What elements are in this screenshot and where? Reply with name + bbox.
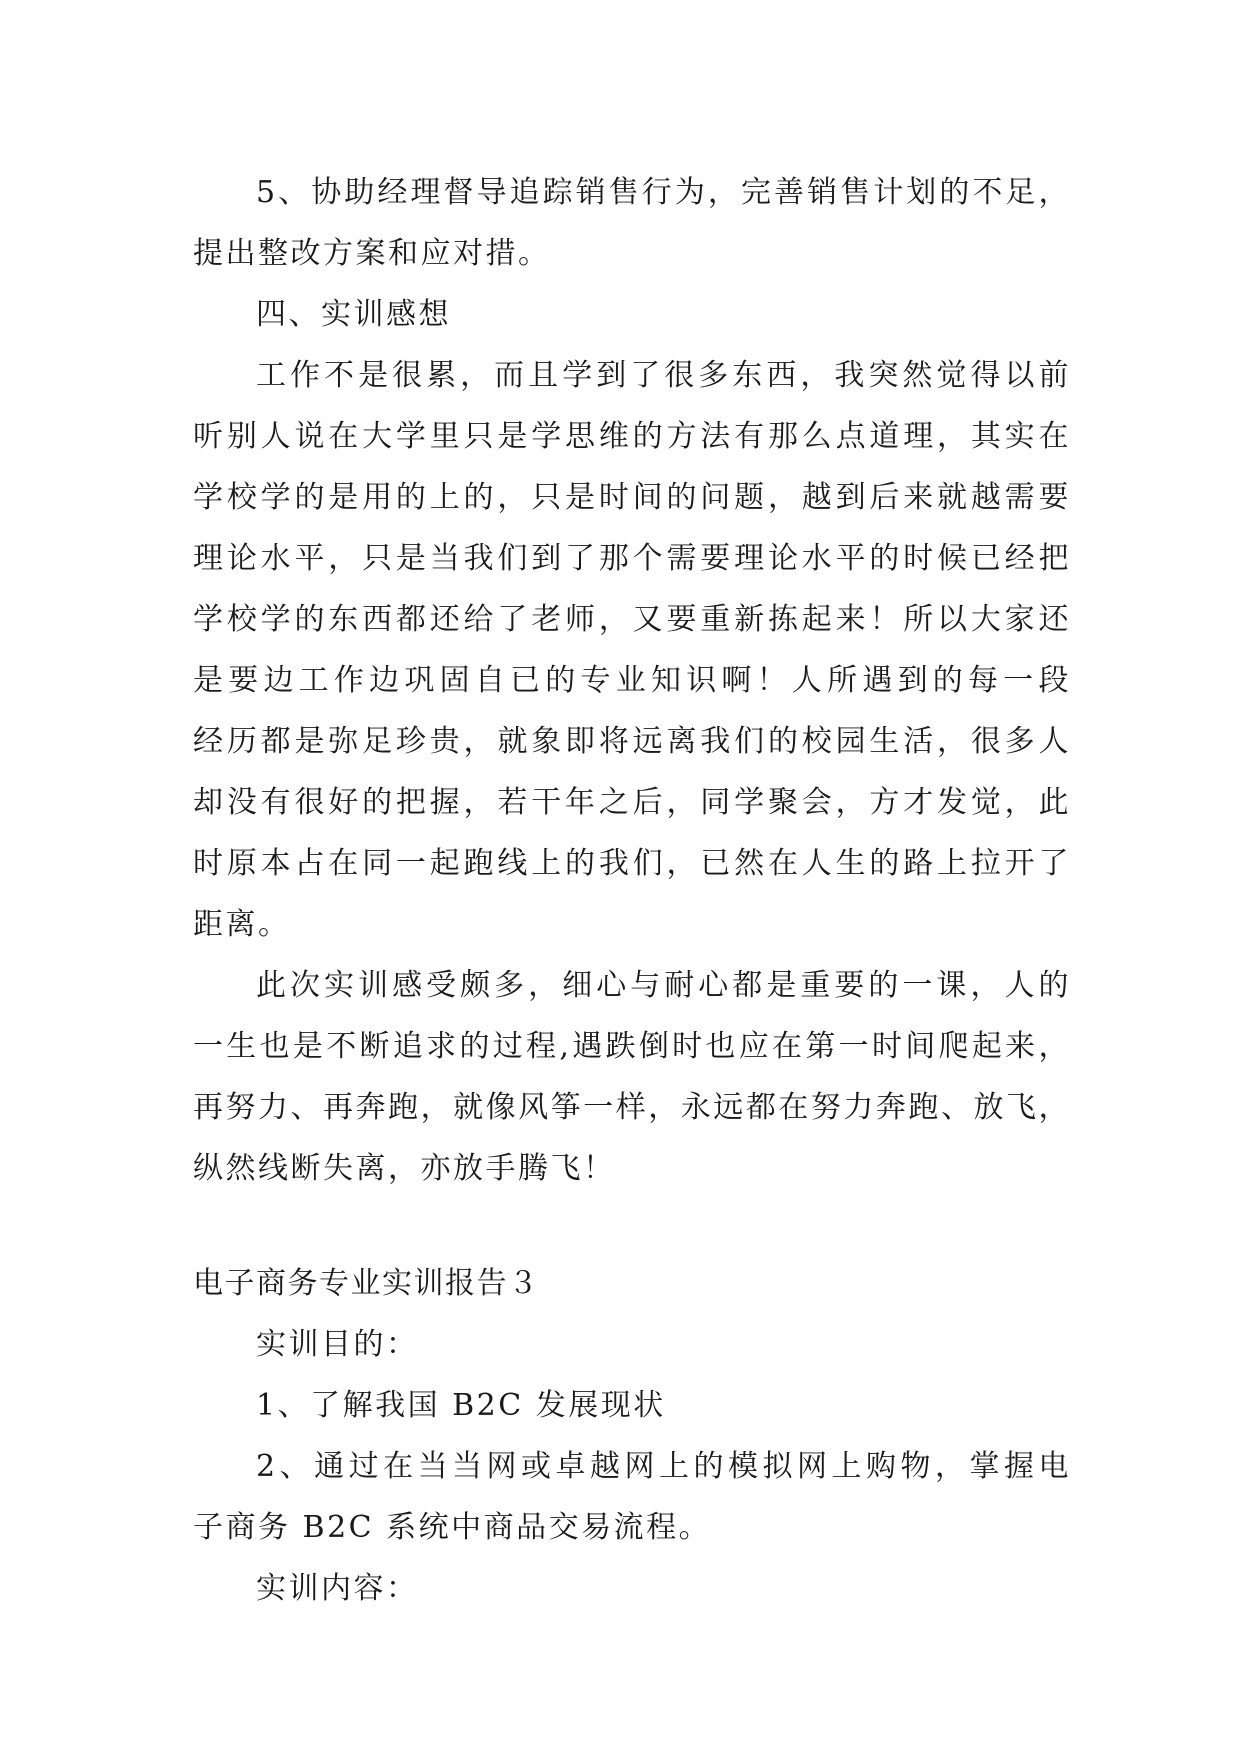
paragraph-training-feelings <box>193 955 1071 1199</box>
paragraph-work-reflection <box>193 345 1071 955</box>
text-line: 一生也是不断追求的过程,遇跌倒时也应在第一时间爬起来， <box>193 1029 1071 1064</box>
text-line: 工作不是很累，而且学到了很多东西，我突然觉得以前 <box>256 358 1071 393</box>
text-line: 子商务 B2C 系统中商品交易流程。 <box>193 1510 712 1545</box>
text-line: 经历都是弥足珍贵，就象即将远离我们的校园生活，很多人 <box>193 724 1071 759</box>
section-gap <box>193 1199 1071 1253</box>
section-heading-training-thoughts: 四、实训感想 <box>256 297 451 332</box>
text-line: 2、通过在当当网或卓越网上的模拟网上购物，掌握电 <box>256 1449 1071 1484</box>
text-line: 提出整改方案和应对措。 <box>193 236 551 271</box>
text-line: 纵然线断失离，亦放手腾飞！ <box>193 1151 616 1186</box>
text-line: 距离。 <box>193 907 291 942</box>
text-line: 5、协助经理督导追踪销售行为，完善销售计划的不足， <box>256 175 1071 210</box>
text-line: 却没有很好的把握，若干年之后，同学聚会，方才发觉，此 <box>193 785 1071 820</box>
text-line: 理论水平，只是当我们到了那个需要理论水平的时候已经把 <box>193 541 1071 576</box>
objective-item-1: 1、了解我国 B2C 发展现状 <box>256 1388 666 1423</box>
paragraph-item-5 <box>193 162 1071 284</box>
text-line: 学校学的是用的上的，只是时间的问题，越到后来就越需要 <box>193 480 1071 515</box>
text-line: 时原本占在同一起跑线上的我们，已然在人生的路上拉开了 <box>193 846 1071 881</box>
objective-item-2 <box>193 1436 1071 1558</box>
text-line: 学校学的东西都还给了老师，又要重新拣起来！所以大家还 <box>193 602 1071 637</box>
text-line: 是要边工作边巩固自已的专业知识啊！人所遇到的每一段 <box>193 663 1071 698</box>
content-heading: 实训内容： <box>256 1571 419 1606</box>
text-line: 再努力、再奔跑，就像风筝一样，永远都在努力奔跑、放飞， <box>193 1090 1071 1125</box>
report-title: 电子商务专业实训报告３ <box>193 1266 540 1301</box>
text-line: 此次实训感受颇多，细心与耐心都是重要的一课，人的 <box>256 968 1071 1003</box>
text-line: 听别人说在大学里只是学思维的方法有那么点道理，其实在 <box>193 419 1071 454</box>
document-body <box>193 162 1071 1619</box>
objective-heading: 实训目的： <box>256 1327 419 1362</box>
